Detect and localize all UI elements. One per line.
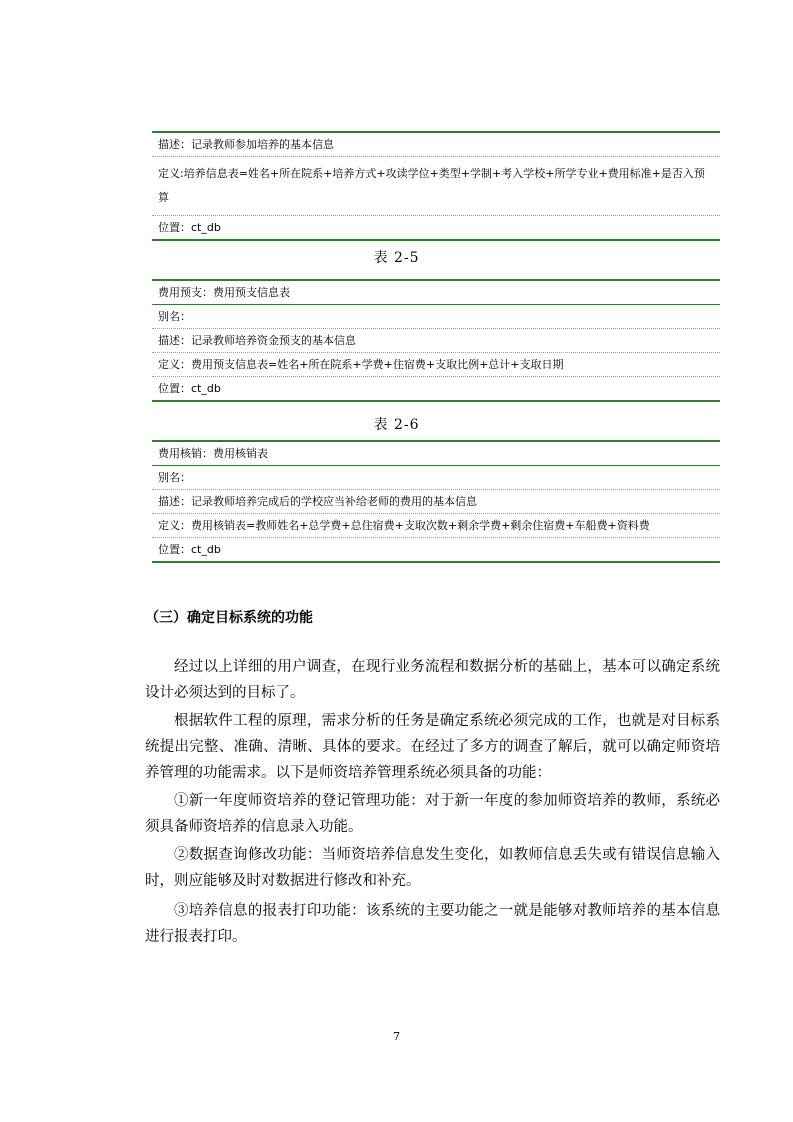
paragraph: 根据软件工程的原理，需求分析的任务是确定系统必须完成的工作，也就是对目标系统提出完整、准确、清晰、具体的要求。在经过了多方的调查了解后，就可以确定师资培养管理的功能需求。以下是师资培养管理系统必须具备的功能： xyxy=(145,713,720,781)
table-row-alias: 别名： xyxy=(152,305,720,329)
table-caption-2-6: 表 2-6 xyxy=(373,417,420,433)
table-caption-2-5: 表 2-5 xyxy=(373,250,420,266)
page-number: 7 xyxy=(393,1030,400,1043)
fee-advance-table xyxy=(152,279,720,402)
table-row-description: 描述：记录教师培养完成后的学校应当补给老师的费用的基本信息 xyxy=(152,490,720,514)
paragraph: ③培养信息的报表打印功能：该系统的主要功能之一就是能够对教师培养的基本信息进行报表打印。 xyxy=(145,903,720,945)
section-heading: （三）确定目标系统的功能 xyxy=(145,610,313,626)
paragraph: 经过以上详细的用户调查，在现行业务流程和数据分析的基础上，基本可以确定系统设计必须达到的目标了。 xyxy=(145,659,720,701)
paragraph: ②数据查询修改功能：当师资培养信息发生变化，如教师信息丢失或有错误信息输入时，则应能够及时对数据进行修改和补充。 xyxy=(145,847,720,889)
table-row-description: 描述：记录教师培养资金预支的基本信息 xyxy=(152,329,720,353)
body-text xyxy=(145,654,720,950)
table-row-location: 位置：ct_db xyxy=(158,221,221,234)
table-row-location: 位置：ct_db xyxy=(158,543,221,556)
table-row-definition: 定义:培养信息表=姓名+所在院系+培养方式+攻读学位+类型+学制+考入学校+所学专业+费用标准+是否入预算 xyxy=(152,157,720,216)
table-row-definition: 定义：费用核销表=教师姓名+总学费+总住宿费+支取次数+剩余学费+剩余住宿费+车船费+资料费 xyxy=(152,514,720,538)
table-row-location: 位置：ct_db xyxy=(158,382,221,395)
table-row-title: 费用核销：费用核销表 xyxy=(152,442,720,466)
table-row-title: 费用预支：费用预支信息表 xyxy=(152,281,720,305)
training-info-table xyxy=(152,131,720,241)
table-row-alias: 别名： xyxy=(152,466,720,490)
table-row-definition: 定义：费用预支信息表=姓名+所在院系+学费+住宿费+支取比例+总计+支取日期 xyxy=(152,353,720,377)
fee-writeoff-table xyxy=(152,440,720,563)
paragraph: ①新一年度师资培养的登记管理功能：对于新一年度的参加师资培养的教师，系统必须具备师资培养的信息录入功能。 xyxy=(145,793,720,835)
table-row-description: 描述：记录教师参加培养的基本信息 xyxy=(152,133,720,157)
